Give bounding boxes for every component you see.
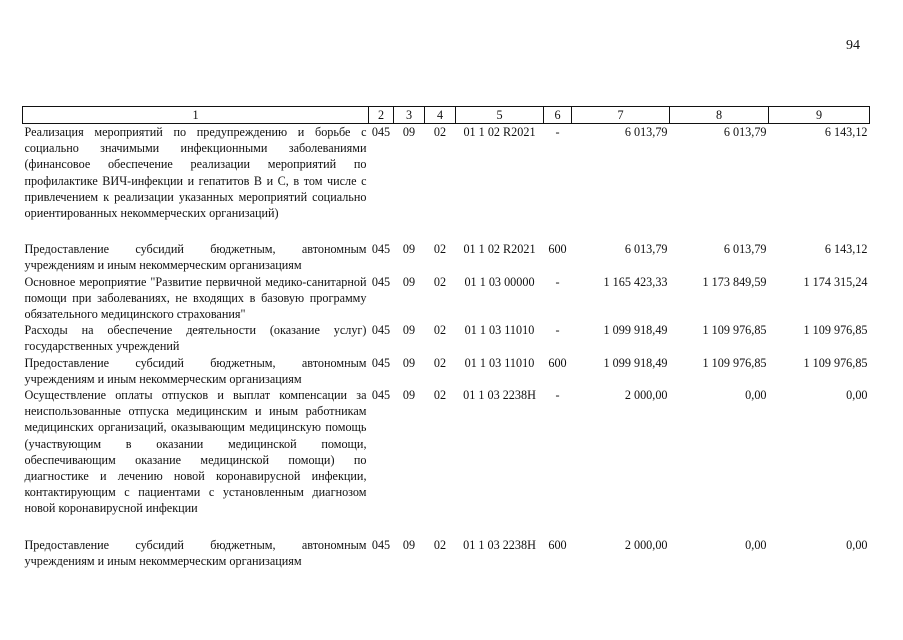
- cell-amount-year2: 1 109 976,85: [702, 355, 767, 370]
- row-description: Расходы на обеспечение деятельности (оказание услуг) государственных учреждений: [24, 323, 367, 354]
- row-description: Предоставление субсидий бюджетным, автономным учреждениям и иным некоммерческим организациям: [24, 242, 367, 273]
- cell-amount-year1: 1 099 918,49: [603, 355, 668, 370]
- cell-amount-year2: 1 109 976,85: [702, 323, 767, 338]
- cell-amount-year1: 1 099 918,49: [603, 323, 668, 338]
- cell-amount-year3: 6 143,12: [824, 242, 868, 257]
- row-spacer: [23, 517, 870, 537]
- cell-target-article: 01 1 03 00000: [464, 274, 535, 289]
- row-description: Предоставление субсидий бюджетным, автономным учреждениям и иным некоммерческим организациям: [24, 355, 367, 386]
- cell-amount-year3: 0,00: [846, 388, 868, 403]
- row-description: Предоставление субсидий бюджетным, автономным учреждениям и иным некоммерческим организациям: [24, 537, 367, 568]
- cell-ministry-code: 045: [371, 274, 391, 289]
- cell-amount-year3: 1 109 976,85: [803, 323, 868, 338]
- cell-expense-type: -: [555, 125, 560, 139]
- cell-expense-type: -: [555, 388, 560, 403]
- cell-target-article: 01 1 02 R2021: [463, 125, 536, 139]
- column-header: 5: [456, 107, 544, 124]
- cell-target-article: 01 1 02 R2021: [463, 242, 536, 257]
- cell-expense-type: 600: [548, 242, 567, 257]
- cell-ministry-code: 045: [371, 537, 391, 552]
- cell-section: 09: [402, 125, 416, 139]
- budget-table: [22, 106, 870, 569]
- cell-subsection: 02: [433, 537, 447, 552]
- cell-section: 09: [402, 323, 416, 338]
- cell-section: 09: [402, 274, 416, 289]
- cell-ministry-code: 045: [371, 242, 391, 257]
- cell-amount-year1: 2 000,00: [624, 388, 668, 403]
- cell-amount-year2: 0,00: [745, 537, 767, 552]
- table-row: [23, 241, 870, 273]
- cell-amount-year3: 1 109 976,85: [803, 355, 868, 370]
- cell-amount-year3: 6 143,12: [824, 125, 868, 139]
- cell-amount-year2: 6 013,79: [723, 242, 767, 257]
- column-header: 1: [23, 107, 369, 124]
- cell-section: 09: [402, 537, 416, 552]
- cell-amount-year2: 1 173 849,59: [702, 274, 767, 289]
- column-header: 4: [425, 107, 456, 124]
- cell-amount-year2: 0,00: [745, 388, 767, 403]
- table-row: [23, 124, 870, 222]
- row-description: Основное мероприятие "Развитие первичной медико-санитарной помощи при заболеваниях, не входящих в базовую программу обязательного медицинского страхования": [24, 274, 367, 322]
- column-header: 8: [670, 107, 769, 124]
- table-row: [23, 355, 870, 387]
- cell-target-article: 01 1 03 11010: [464, 323, 535, 338]
- cell-subsection: 02: [433, 355, 447, 370]
- row-spacer: [23, 221, 870, 241]
- cell-amount-year1: 2 000,00: [624, 537, 668, 552]
- cell-expense-type: -: [555, 274, 560, 289]
- cell-subsection: 02: [433, 388, 447, 403]
- column-header: 6: [544, 107, 572, 124]
- cell-expense-type: -: [555, 323, 560, 338]
- cell-expense-type: 600: [548, 355, 567, 370]
- cell-subsection: 02: [433, 125, 447, 139]
- cell-ministry-code: 045: [371, 355, 391, 370]
- cell-subsection: 02: [433, 242, 447, 257]
- cell-amount-year1: 1 165 423,33: [603, 274, 668, 289]
- page-number: 94: [846, 38, 860, 53]
- cell-ministry-code: 045: [371, 388, 391, 403]
- column-header: 3: [394, 107, 425, 124]
- cell-subsection: 02: [433, 323, 447, 338]
- cell-section: 09: [402, 388, 416, 403]
- cell-amount-year3: 1 174 315,24: [803, 274, 868, 289]
- cell-target-article: 01 1 03 2238Н: [463, 537, 536, 552]
- column-header: 9: [769, 107, 870, 124]
- cell-amount-year2: 6 013,79: [723, 125, 767, 139]
- cell-ministry-code: 045: [371, 323, 391, 338]
- table-row: [23, 387, 870, 517]
- column-header: 7: [572, 107, 670, 124]
- row-description: Осуществление оплаты отпусков и выплат компенсации за неиспользованные отпуска медицинским и иным работникам медицинских организаций, оказывающим медицинскую помощь (участвующим в оказании медицинской помощи, обеспечивающим оказание медицинской помощи) по диагностике и лечению новой коронавирусной инфекции, контактирующим с пациентами с установленным диагнозом новой коронавирусной инфекции: [24, 388, 367, 516]
- table-row: [23, 537, 870, 569]
- row-description: Реализация мероприятий по предупреждению и борьбе с социально значимыми инфекционными заболеваниями (финансовое обеспечение реализации мероприятий по профилактике ВИЧ-инфекции и гепатитов В и С, в том числе с привлечением к реализации указанных мероприятий социально ориентированных некоммерческих организаций): [24, 125, 367, 221]
- cell-amount-year1: 6 013,79: [624, 125, 668, 139]
- cell-ministry-code: 045: [371, 125, 391, 139]
- cell-amount-year3: 0,00: [846, 537, 868, 552]
- cell-expense-type: 600: [548, 537, 567, 552]
- header-row: [23, 107, 870, 124]
- cell-target-article: 01 1 03 2238Н: [463, 388, 536, 403]
- cell-section: 09: [402, 355, 416, 370]
- table-row: [23, 274, 870, 323]
- cell-target-article: 01 1 03 11010: [464, 355, 535, 370]
- table-row: [23, 322, 870, 354]
- cell-amount-year1: 6 013,79: [624, 242, 668, 257]
- cell-section: 09: [402, 242, 416, 257]
- cell-subsection: 02: [433, 274, 447, 289]
- column-header: 2: [369, 107, 394, 124]
